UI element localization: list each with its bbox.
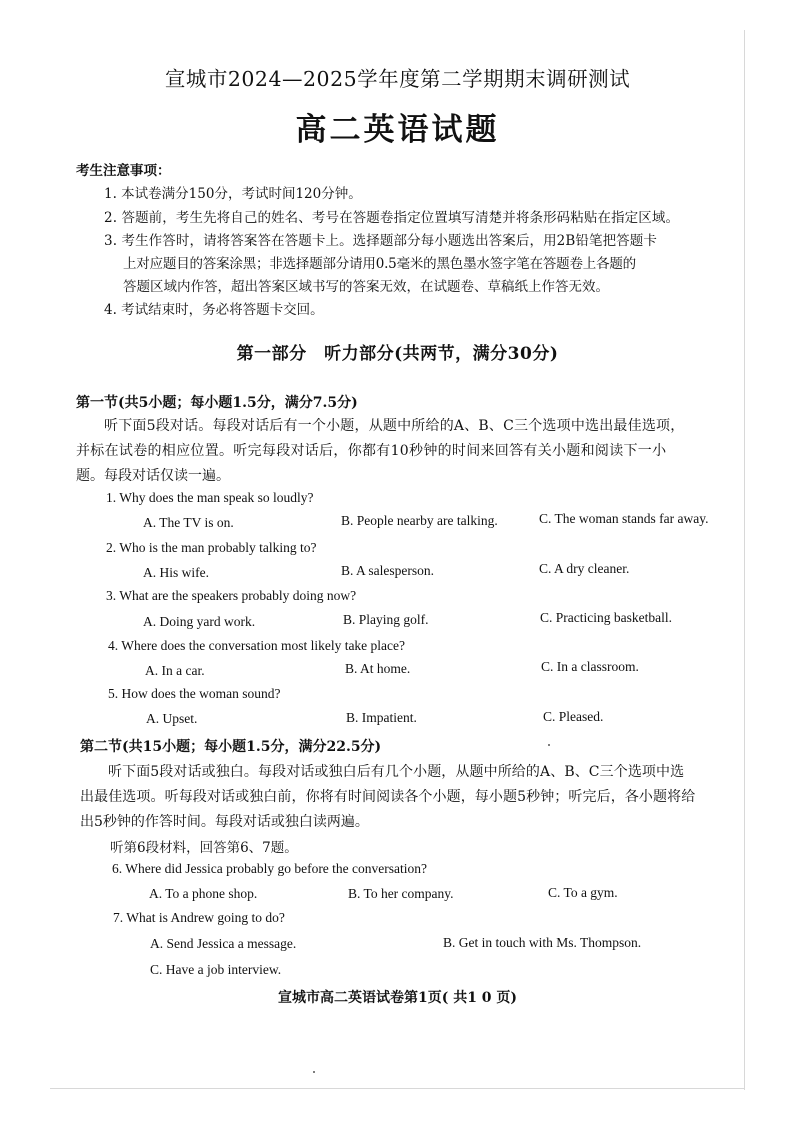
q5-option-a: A. Upset. (146, 711, 198, 726)
q3-option-a: A. Doing yard work. (143, 614, 256, 629)
question-3: 3. What are the speakers probably doing now? (106, 588, 357, 603)
section1-intro-2: 并标在试卷的相应位置。听完每段对话后，你都有10秒钟的时间来回答有关小题和阅读下一小 (76, 443, 667, 459)
q5-option-c: C. Pleased. (543, 709, 604, 724)
q2-option-c: C. A dry cleaner. (539, 561, 630, 576)
section1-intro-1: 听下面5段对话。每段对话后有一个小题，从题中所给的A、B、C三个选项中选出最佳选项， (104, 418, 685, 434)
question-5: 5. How does the woman sound? (108, 686, 281, 701)
q1-option-a: A. The TV is on. (143, 515, 234, 530)
notice-line-4: 上对应题目的答案涂黑；非选择题部分请用0.5毫米的黑色墨水签字笔在答题卷上各题的 (123, 256, 636, 272)
scan-speck (313, 1071, 315, 1073)
q1-option-c: C. The woman stands far away. (539, 511, 709, 526)
notice-line-1: 1. 本试卷满分150分，考试时间120分钟。 (104, 186, 362, 202)
material-6-note: 听第6段材料，回答第6、7题。 (110, 840, 298, 856)
q2-option-a: A. His wife. (143, 565, 209, 580)
q4-option-a: A. In a car. (145, 663, 205, 678)
q5-option-b: B. Impatient. (346, 710, 417, 725)
scan-speck (548, 744, 550, 746)
scan-edge-bottom (50, 1088, 745, 1089)
section1-intro-3: 题。每段对话仅读一遍。 (76, 468, 230, 484)
notice-line-5: 答题区域内作答，超出答案区域书写的答案无效，在试题卷、草稿纸上作答无效。 (123, 279, 609, 295)
q7-option-a: A. Send Jessica a message. (150, 936, 297, 951)
question-7: 7. What is Andrew going to do? (113, 910, 285, 925)
scan-edge-right (744, 30, 745, 1090)
q4-option-b: B. At home. (345, 661, 411, 676)
section2-intro-1: 听下面5段对话或独白。每段对话或独白后有几个小题，从题中所给的A、B、C三个选项中选 (108, 764, 685, 780)
part-one-heading: 第一部分 听力部分(共两节，满分30分) (236, 344, 559, 364)
question-2: 2. Who is the man probably talking to? (106, 540, 317, 555)
q6-option-b: B. To her company. (348, 886, 454, 901)
q3-option-b: B. Playing golf. (343, 612, 429, 627)
page-footer: 宣城市高二英语试卷第1页( 共1 0 页) (277, 990, 518, 1006)
q7-option-c: C. Have a job interview. (150, 962, 282, 977)
question-6: 6. Where did Jessica probably go before the conversation? (112, 861, 428, 876)
section2-intro-3: 出5秒钟的作答时间。每段对话或独白读两遍。 (80, 814, 369, 830)
notice-line-6: 4. 考试结束时，务必将答题卡交回。 (104, 302, 324, 318)
q3-option-c: C. Practicing basketball. (540, 610, 672, 625)
section2-heading: 第二节(共15小题；每小题1.5分，满分22.5分) (80, 739, 382, 755)
question-4: 4. Where does the conversation most likely take place? (108, 638, 406, 653)
q6-option-a: A. To a phone shop. (149, 886, 258, 901)
q2-option-b: B. A salesperson. (341, 563, 434, 578)
section1-heading: 第一节(共5小题；每小题1.5分，满分7.5分) (76, 395, 358, 411)
notice-heading: 考生注意事项： (76, 163, 171, 179)
q1-option-b: B. People nearby are talking. (341, 513, 498, 528)
notice-line-2: 2. 答题前，考生先将自己的姓名、考号在答题卷指定位置填写清楚并将条形码粘贴在指定区域。 (104, 210, 680, 226)
section2-intro-2: 出最佳选项。听每段对话或独白前，你将有时间阅读各个小题，每小题5秒钟；听完后，各小题将给 (80, 789, 696, 805)
q6-option-c: C. To a gym. (548, 885, 618, 900)
exam-title: 宣城市2024—2025学年度第二学期期末调研测试 (164, 67, 631, 91)
exam-subject: 高二英语试题 (295, 112, 500, 148)
q4-option-c: C. In a classroom. (541, 659, 639, 674)
q7-option-b: B. Get in touch with Ms. Thompson. (443, 935, 642, 950)
question-1: 1. Why does the man speak so loudly? (106, 490, 314, 505)
notice-line-3: 3. 考生作答时，请将答案答在答题卡上。选择题部分每小题选出答案后，用2B铅笔把答题卡 (104, 233, 657, 249)
